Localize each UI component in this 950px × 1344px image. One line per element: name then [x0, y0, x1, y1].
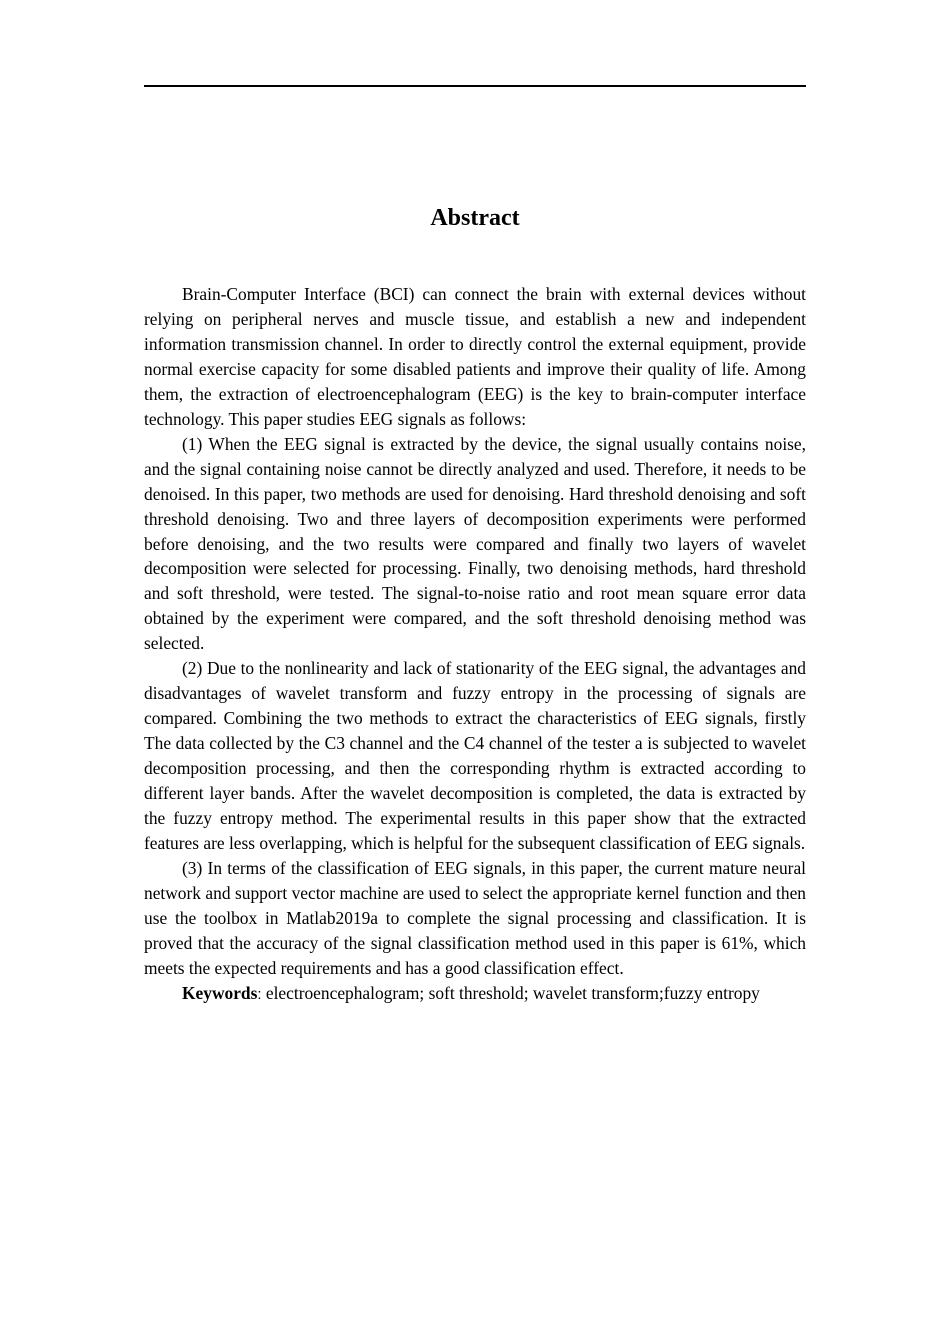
keywords-text: electroencephalogram; soft threshold; wavelet transform;fuzzy entropy: [261, 982, 760, 1003]
header-rule: [144, 85, 806, 87]
abstract-point-1-paragraph: (1) When the EEG signal is extracted by the device, the signal usually contains noise, and the signal containing noise cannot be directly analyzed and used. Therefore, it needs to be denoised. In this paper, two methods are used for denoising. Hard threshold denoising and soft threshold denoising. Two and three layers of decomposition experiments were performed before denoising, and the two results were compared and finally two layers of wavelet decomposition were selected for processing. Finally, two denoising methods, hard threshold and soft threshold, were tested. The signal-to-noise ratio and root mean square error data obtained by the experiment were compared, and the soft threshold denoising method was selected.: [144, 433, 806, 654]
page-title: Abstract: [430, 205, 520, 231]
abstract-intro-paragraph: Brain-Computer Interface (BCI) can connect the brain with external devices without relying on peripheral nerves and muscle tissue, and establish a new and independent information transmission channel. In order to directly control the external equipment, provide normal exercise capacity for some disabled patients and improve their quality of life. Among them, the extraction of electroencephalogram (EEG) is the key to brain-computer interface technology. This paper studies EEG signals as follows:: [144, 284, 806, 429]
abstract-point-3-paragraph: (3) In terms of the classification of EEG signals, in this paper, the current mature neural network and support vector machine are used to select the appropriate kernel function and then use the toolbox in Matlab2019a to complete the signal processing and classification. It is proved that the accuracy of the signal classification method used in this paper is 61%, which meets the expected requirements and has a good classification effect.: [144, 857, 806, 978]
keywords-line: [144, 981, 806, 1008]
abstract-point-2-paragraph: (2) Due to the nonlinearity and lack of stationarity of the EEG signal, the advantages and disadvantages of wavelet transform and fuzzy entropy in the processing of signals are compared. Combining the two methods to extract the characteristics of EEG signals, firstly The data collected by the C3 channel and the C4 channel of the tester a is subjected to wavelet decomposition processing, and then the corresponding rhythm is extracted according to different layer bands. After the wavelet decomposition is completed, the data is extracted by the fuzzy entropy method. The experimental results in this paper show that the extracted features are less overlapping, which is helpful for the subsequent classification of EEG signals.: [144, 658, 806, 853]
abstract-body: [144, 282, 806, 1008]
keywords-label: Keywords: [182, 982, 258, 1003]
keywords-separator: :: [257, 985, 262, 1003]
